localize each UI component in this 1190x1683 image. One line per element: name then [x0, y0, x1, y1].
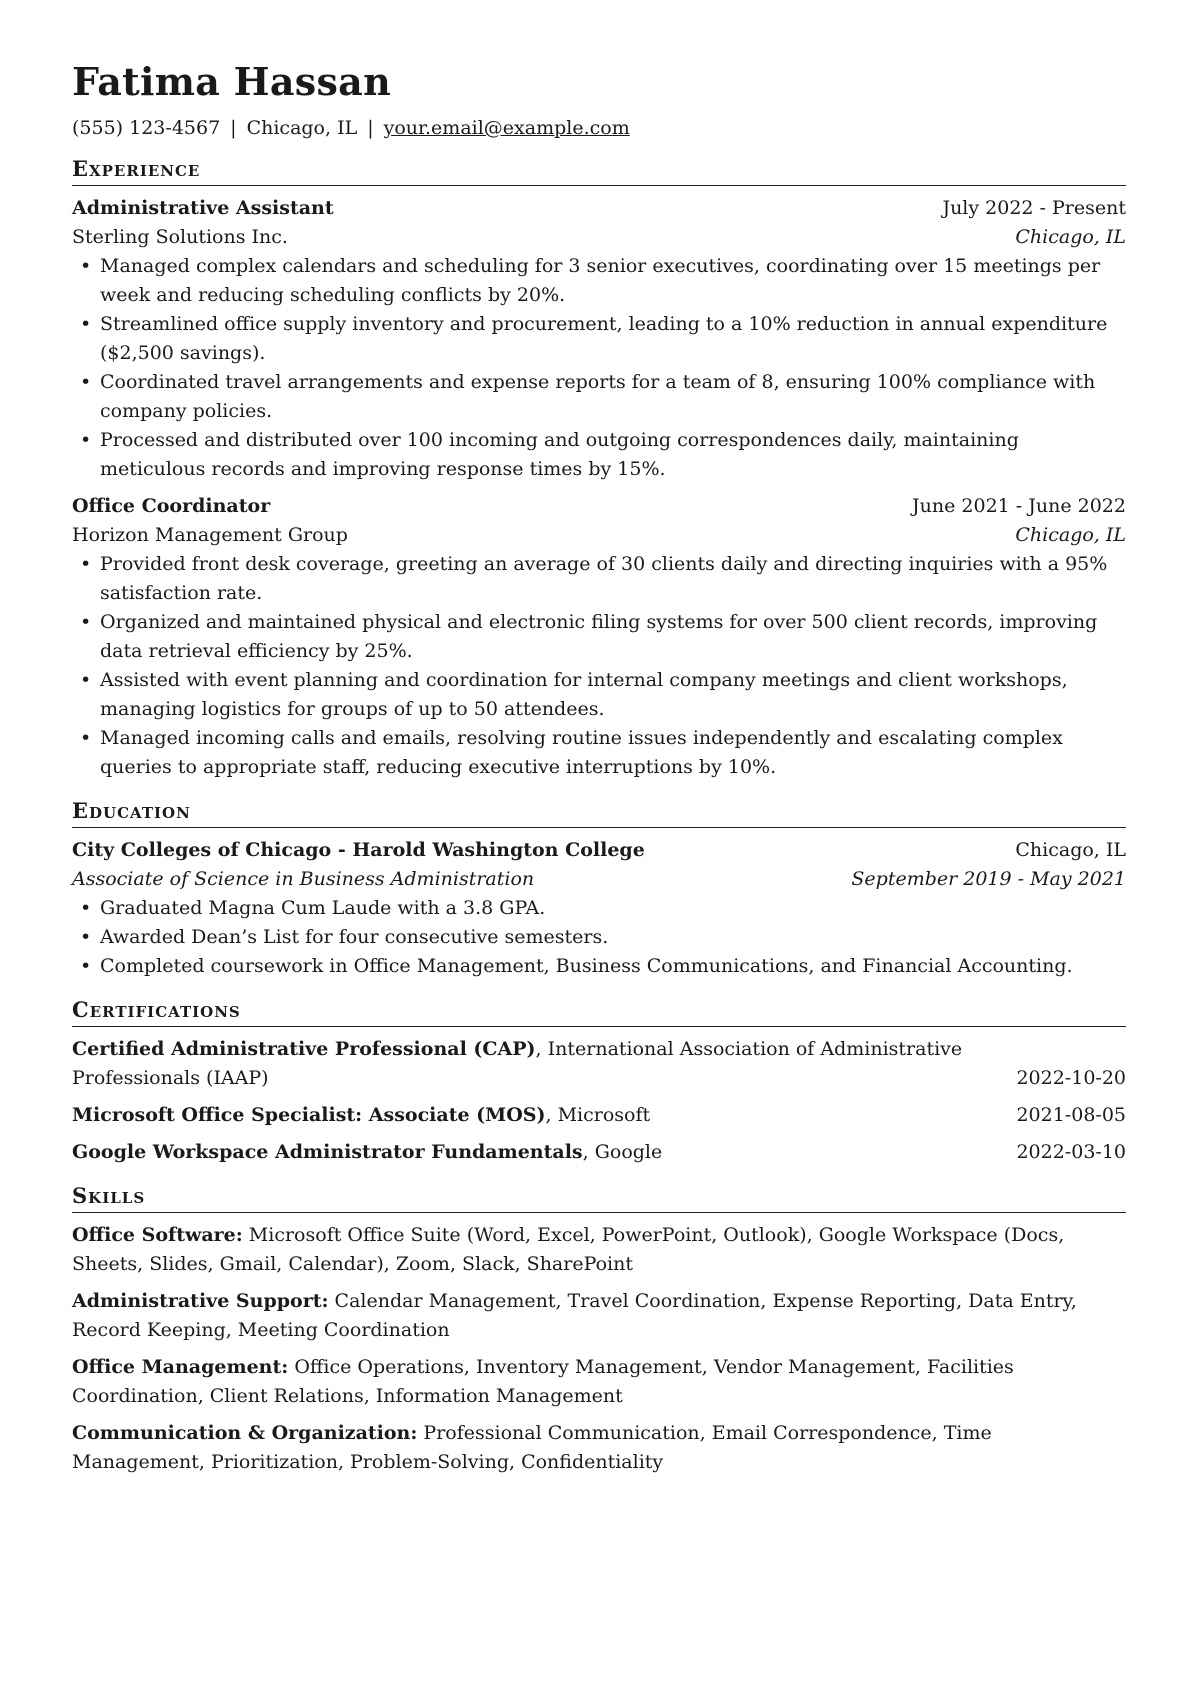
skill-value: Calendar Management, Travel Coordination, Expense Reporting, Data Entry, Record Keeping, Meeting Coordination — [72, 1290, 1077, 1341]
certification-item — [72, 1101, 1126, 1130]
section-title-experience: Experience — [72, 156, 1126, 186]
certification-name: Certified Administrative Professional (CAP) — [72, 1038, 536, 1060]
email-link[interactable]: your.email@example.com — [383, 117, 630, 139]
degree: Associate of Science in Business Administration — [72, 868, 535, 890]
skills-section — [72, 1183, 1126, 1477]
school-name: City Colleges of Chicago - Harold Washington College — [72, 839, 645, 861]
list-item: • Completed coursework in Office Management, Business Communications, and Financial Accounting. — [100, 952, 1126, 981]
list-item: • Managed complex calendars and scheduling for 3 senior executives, coordinating over 15 meetings per week and reducing scheduling conflicts by 20%. — [100, 252, 1126, 310]
job-dates: July 2022 - Present — [942, 197, 1126, 219]
skill-value: Professional Communication, Email Correspondence, Time Management, Prioritization, Problem-Solving, Confidentiality — [72, 1422, 992, 1473]
list-item: • Organized and maintained physical and electronic filing systems for over 500 client records, improving data retrieval efficiency by 25%. — [100, 608, 1126, 666]
list-item: • Graduated Magna Cum Laude with a 3.8 GPA. — [100, 894, 1126, 923]
list-item: • Managed incoming calls and emails, resolving routine issues independently and escalating complex queries to appropriate staff, reducing executive interruptions by 10%. — [100, 724, 1126, 782]
certifications-section — [72, 997, 1126, 1167]
separator: | — [230, 117, 237, 139]
skill-line — [72, 1419, 1126, 1477]
contact-line — [72, 116, 1126, 140]
job-location: Chicago, IL — [1015, 524, 1126, 546]
job-role: Office Coordinator — [72, 495, 271, 517]
skill-line — [72, 1287, 1126, 1345]
education-bullets — [72, 894, 1126, 981]
skill-label: Office Software: — [72, 1224, 243, 1246]
certification-issuer: , Google — [582, 1141, 663, 1163]
job-entry — [72, 492, 1126, 782]
skill-label: Administrative Support: — [72, 1290, 329, 1312]
list-item: • Awarded Dean’s List for four consecutive semesters. — [100, 923, 1126, 952]
skill-value: Microsoft Office Suite (Word, Excel, PowerPoint, Outlook), Google Workspace (Docs, Sheets, Slides, Gmail, Calendar), Zoom, Slack, SharePoint — [72, 1224, 1065, 1275]
list-item: • Provided front desk coverage, greeting an average of 30 clients daily and directing inquiries with a 95% satisfaction rate. — [100, 550, 1126, 608]
school-location: Chicago, IL — [1015, 839, 1126, 861]
section-title-skills: Skills — [72, 1183, 1126, 1213]
list-item: • Coordinated travel arrangements and expense reports for a team of 8, ensuring 100% compliance with company policies. — [100, 368, 1126, 426]
certification-issuer: , International Association of Administrative Professionals (IAAP) — [72, 1038, 963, 1089]
section-title-certifications: Certifications — [72, 997, 1126, 1027]
certification-name: Google Workspace Administrator Fundamentals — [72, 1141, 583, 1163]
education-entry — [72, 836, 1126, 981]
job-company: Sterling Solutions Inc. — [72, 226, 288, 248]
job-entry — [72, 194, 1126, 484]
skill-line — [72, 1221, 1126, 1279]
education-section — [72, 798, 1126, 981]
job-role: Administrative Assistant — [72, 197, 334, 219]
list-item: • Streamlined office supply inventory and procurement, leading to a 10% reduction in annual expenditure ($2,500 savings). — [100, 310, 1126, 368]
certification-date: 2021-08-05 — [1016, 1104, 1126, 1126]
list-item: • Assisted with event planning and coordination for internal company meetings and client workshops, managing logistics for groups of up to 50 attendees. — [100, 666, 1126, 724]
job-company: Horizon Management Group — [72, 524, 348, 546]
job-location: Chicago, IL — [1015, 226, 1126, 248]
job-dates: June 2021 - June 2022 — [912, 495, 1126, 517]
job-bullets — [72, 252, 1126, 484]
location: Chicago, IL — [246, 117, 358, 139]
list-item: • Processed and distributed over 100 incoming and outgoing correspondences daily, maintaining meticulous records and improving response times by 15%. — [100, 426, 1126, 484]
phone-number: (555) 123-4567 — [72, 117, 221, 139]
skill-line — [72, 1353, 1126, 1411]
certification-name: Microsoft Office Specialist: Associate (MOS) — [72, 1104, 546, 1126]
certification-item — [72, 1035, 1126, 1093]
skill-value: Office Operations, Inventory Management, Vendor Management, Facilities Coordination, Client Relations, Information Management — [72, 1356, 1014, 1407]
experience-section — [72, 156, 1126, 782]
education-dates: September 2019 - May 2021 — [851, 868, 1126, 890]
section-title-education: Education — [72, 798, 1126, 828]
skill-label: Communication & Organization: — [72, 1422, 418, 1444]
candidate-name: Fatima Hassan — [72, 59, 392, 104]
certification-issuer: , Microsoft — [545, 1104, 651, 1126]
certification-item — [72, 1138, 1126, 1167]
separator: | — [367, 117, 374, 139]
certification-date: 2022-03-10 — [1016, 1141, 1126, 1163]
certification-date: 2022-10-20 — [1016, 1067, 1126, 1089]
skill-label: Office Management: — [72, 1356, 289, 1378]
job-bullets — [72, 550, 1126, 782]
